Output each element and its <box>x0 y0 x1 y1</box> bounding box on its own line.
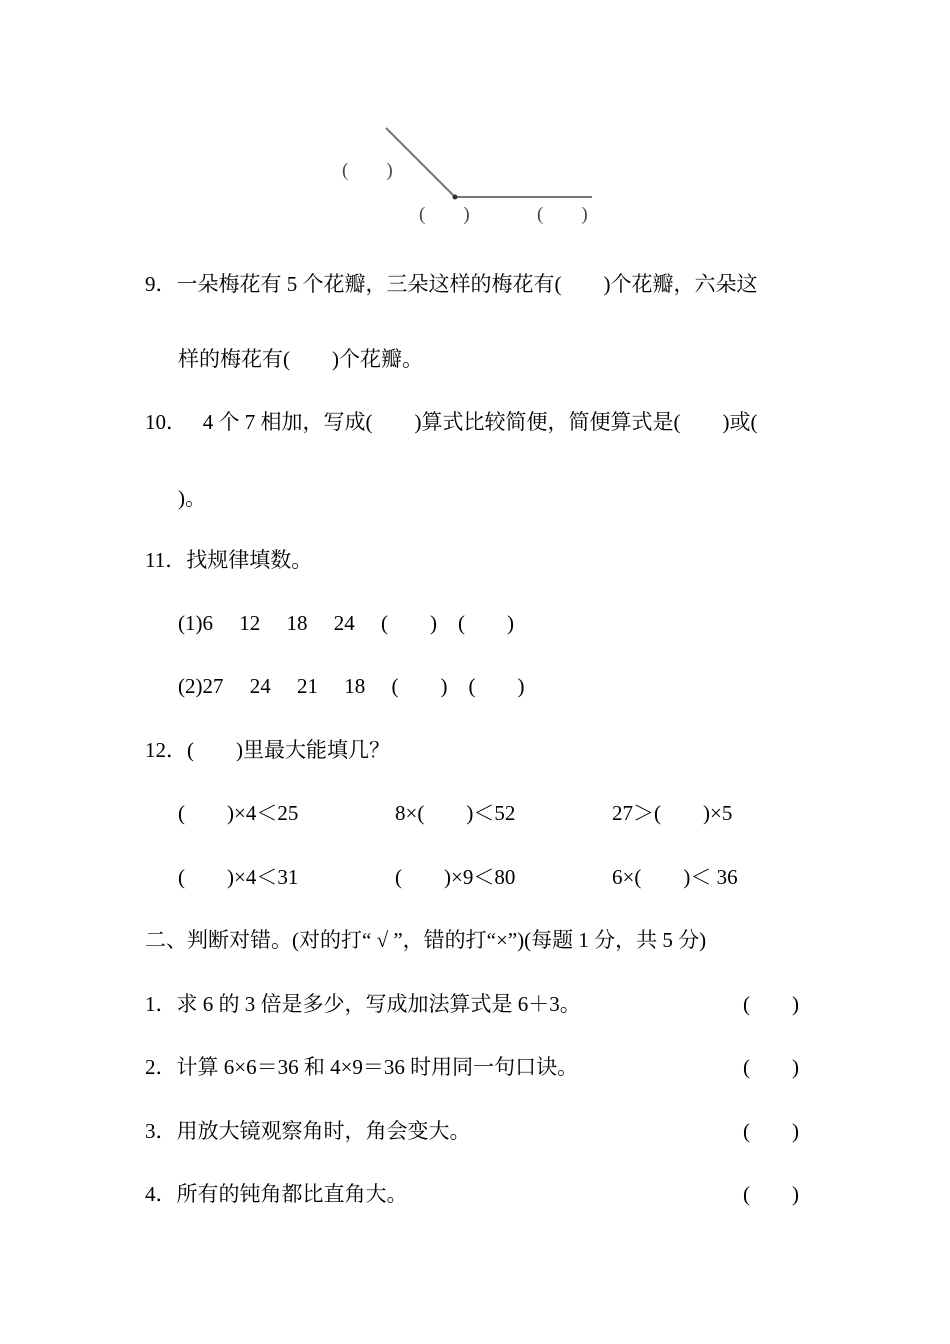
question-12-title: 12．( )里最大能填几？ <box>145 738 390 762</box>
section-2-heading: 二、判断对错。(对的打“ √ ”，错的打“×”)(每题 1 分，共 5 分) <box>145 928 707 952</box>
judge-item-4-text: 4．所有的钝角都比直角大。 <box>145 1182 408 1206</box>
question-10-line-2: )。 <box>178 486 206 510</box>
angle-arm-upper <box>386 128 455 197</box>
question-9-line-2: 样的梅花有( )个花瓣。 <box>178 347 423 371</box>
question-12-item: 6×( )＜ 36 <box>612 865 738 889</box>
figure-label-vertex: ( ) <box>419 204 470 225</box>
angle-figure <box>0 0 950 240</box>
angle-vertex <box>453 195 458 200</box>
judge-item-1-text: 1．求 6 的 3 倍是多少，写成加法算式是 6＋3。 <box>145 992 581 1016</box>
judge-item-4-blank: ( ) <box>743 1182 799 1206</box>
question-12-item: ( )×4＜25 <box>178 801 299 825</box>
question-12-item: ( )×4＜31 <box>178 865 299 889</box>
question-11-row-1: (1)6 12 18 24 ( ) ( ) <box>178 611 514 635</box>
judge-item-3-blank: ( ) <box>743 1119 799 1143</box>
question-12-item: ( )×9＜80 <box>395 865 516 889</box>
question-11-title: 11．找规律填数。 <box>145 548 313 572</box>
judge-item-2-blank: ( ) <box>743 1055 799 1079</box>
figure-label-arm: ( ) <box>342 160 393 181</box>
question-11-row-2: (2)27 24 21 18 ( ) ( ) <box>178 674 525 698</box>
judge-item-2-text: 2．计算 6×6＝36 和 4×9＝36 时用同一句口诀。 <box>145 1055 579 1079</box>
judge-item-3-text: 3．用放大镜观察角时，角会变大。 <box>145 1119 471 1143</box>
question-9-line-1: 9．一朵梅花有 5 个花瓣，三朵这样的梅花有( )个花瓣，六朵这 <box>145 272 758 296</box>
question-12-item: 27＞( )×5 <box>612 801 733 825</box>
question-12-item: 8×( )＜52 <box>395 801 516 825</box>
judge-item-1-blank: ( ) <box>743 992 799 1016</box>
figure-label-side: ( ) <box>537 204 588 225</box>
question-10-line-1: 10． 4 个 7 相加，写成( )算式比较简便，简便算式是( )或( <box>145 410 758 434</box>
